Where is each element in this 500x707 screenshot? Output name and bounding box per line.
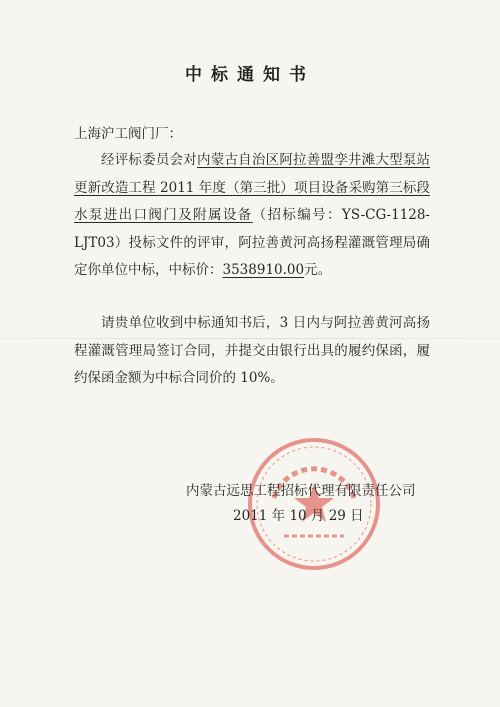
project-name: 内蒙古自治区阿拉善盟孪井滩大型泵站更新改造工程 2011 年度（第三批）项目设备采购第三标段水泵进出口阀门及附属设备 — [74, 152, 431, 223]
document-title: 中标通知书 — [185, 65, 315, 85]
issue-date: 2011 年 10 月 29 日 — [233, 508, 364, 524]
bid-number-text: （招标编号：YS-CG-1128-LJT03）投标文件的评审，阿拉善黄河高扬程灌溉管理局确定你单位中标，中标价： — [74, 207, 430, 278]
paragraph-award — [74, 147, 430, 285]
award-price: 3538910.00 — [222, 262, 305, 278]
salutation: 上海沪工阀门厂： — [74, 126, 182, 142]
award-lead-text: 经评标委员会对 — [101, 152, 198, 168]
issuer-company: 内蒙古远思工程招标代理有限责任公司 — [186, 483, 416, 499]
paragraph-contract: 请贵单位收到中标通知书后，3 日内与阿拉善黄河高扬程灌溉管理局签订合同，并提交由银行出具的履约保函，履约保函金额为中标合同价的 10%。 — [74, 315, 430, 386]
price-unit: 元。 — [304, 262, 332, 278]
